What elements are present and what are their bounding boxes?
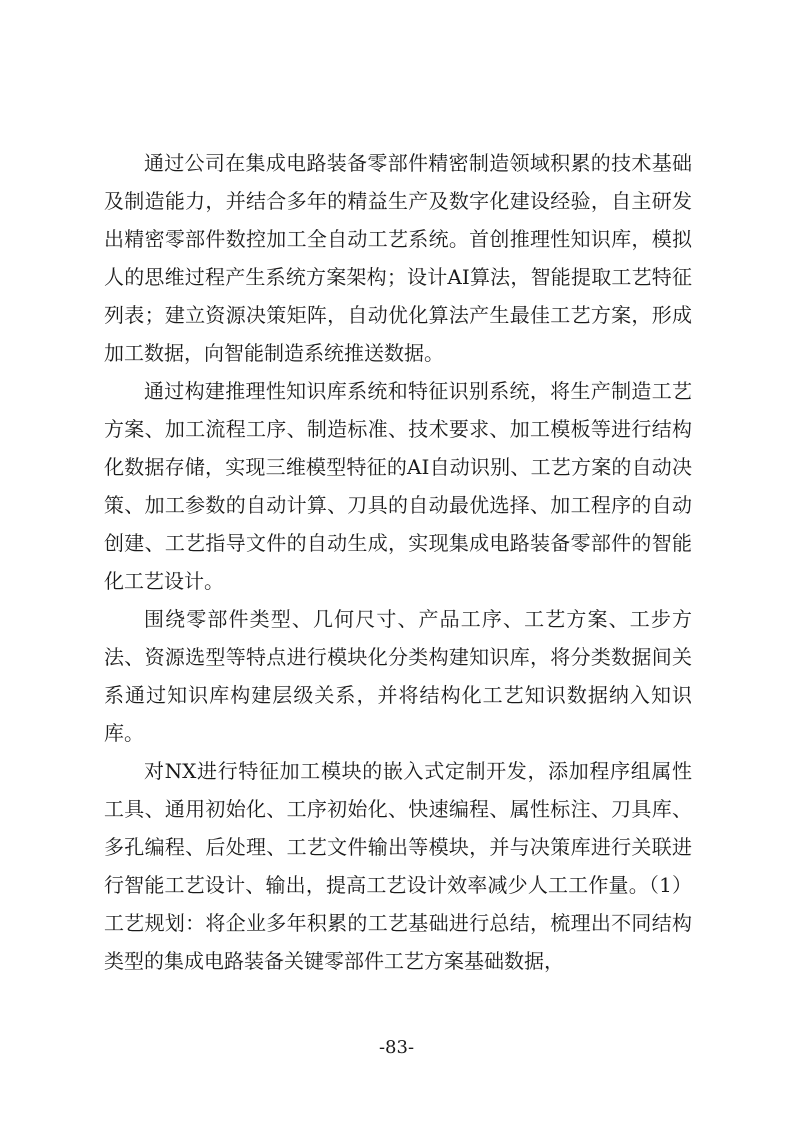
paragraph-1: 通过公司在集成电路装备零部件精密制造领域积累的技术基础及制造能力，并结合多年的精益生产及数字化建设经验，自主研发出精密零部件数控加工全自动工艺系统。首创推理性知识库，模拟人的思维过程产生系统方案架构；设计AI算法，智能提取工艺特征列表；建立资源决策矩阵，自动优化算法产生最佳工艺方案，形成加工数据，向智能制造系统推送数据。	[104, 151, 692, 365]
page-number: -83-	[378, 1037, 415, 1058]
paragraph-4: 对NX进行特征加工模块的嵌入式定制开发，添加程序组属性工具、通用初始化、工序初始化、快速编程、属性标注、刀具库、多孔编程、后处理、工艺文件输出等模块，并与决策库进行关联进行智能工艺设计、输出，提高工艺设计效率减少人工工作量。（1）工艺规划：将企业多年积累的工艺基础进行总结，梳理出不同结构类型的集成电路装备关键零部件工艺方案基础数据，	[104, 759, 692, 973]
paragraph-2: 通过构建推理性知识库系统和特征识别系统，将生产制造工艺方案、加工流程工序、制造标准、技术要求、加工模板等进行结构化数据存储，实现三维模型特征的AI自动识别、工艺方案的自动决策、加工参数的自动计算、刀具的自动最优选择、加工程序的自动创建、工艺指导文件的自动生成，实现集成电路装备零部件的智能化工艺设计。	[104, 379, 692, 593]
paragraph-3: 围绕零部件类型、几何尺寸、产品工序、工艺方案、工步方法、资源选型等特点进行模块化分类构建知识库，将分类数据间关系通过知识库构建层级关系，并将结构化工艺知识数据纳入知识库。	[104, 607, 692, 745]
body-text	[104, 144, 692, 980]
